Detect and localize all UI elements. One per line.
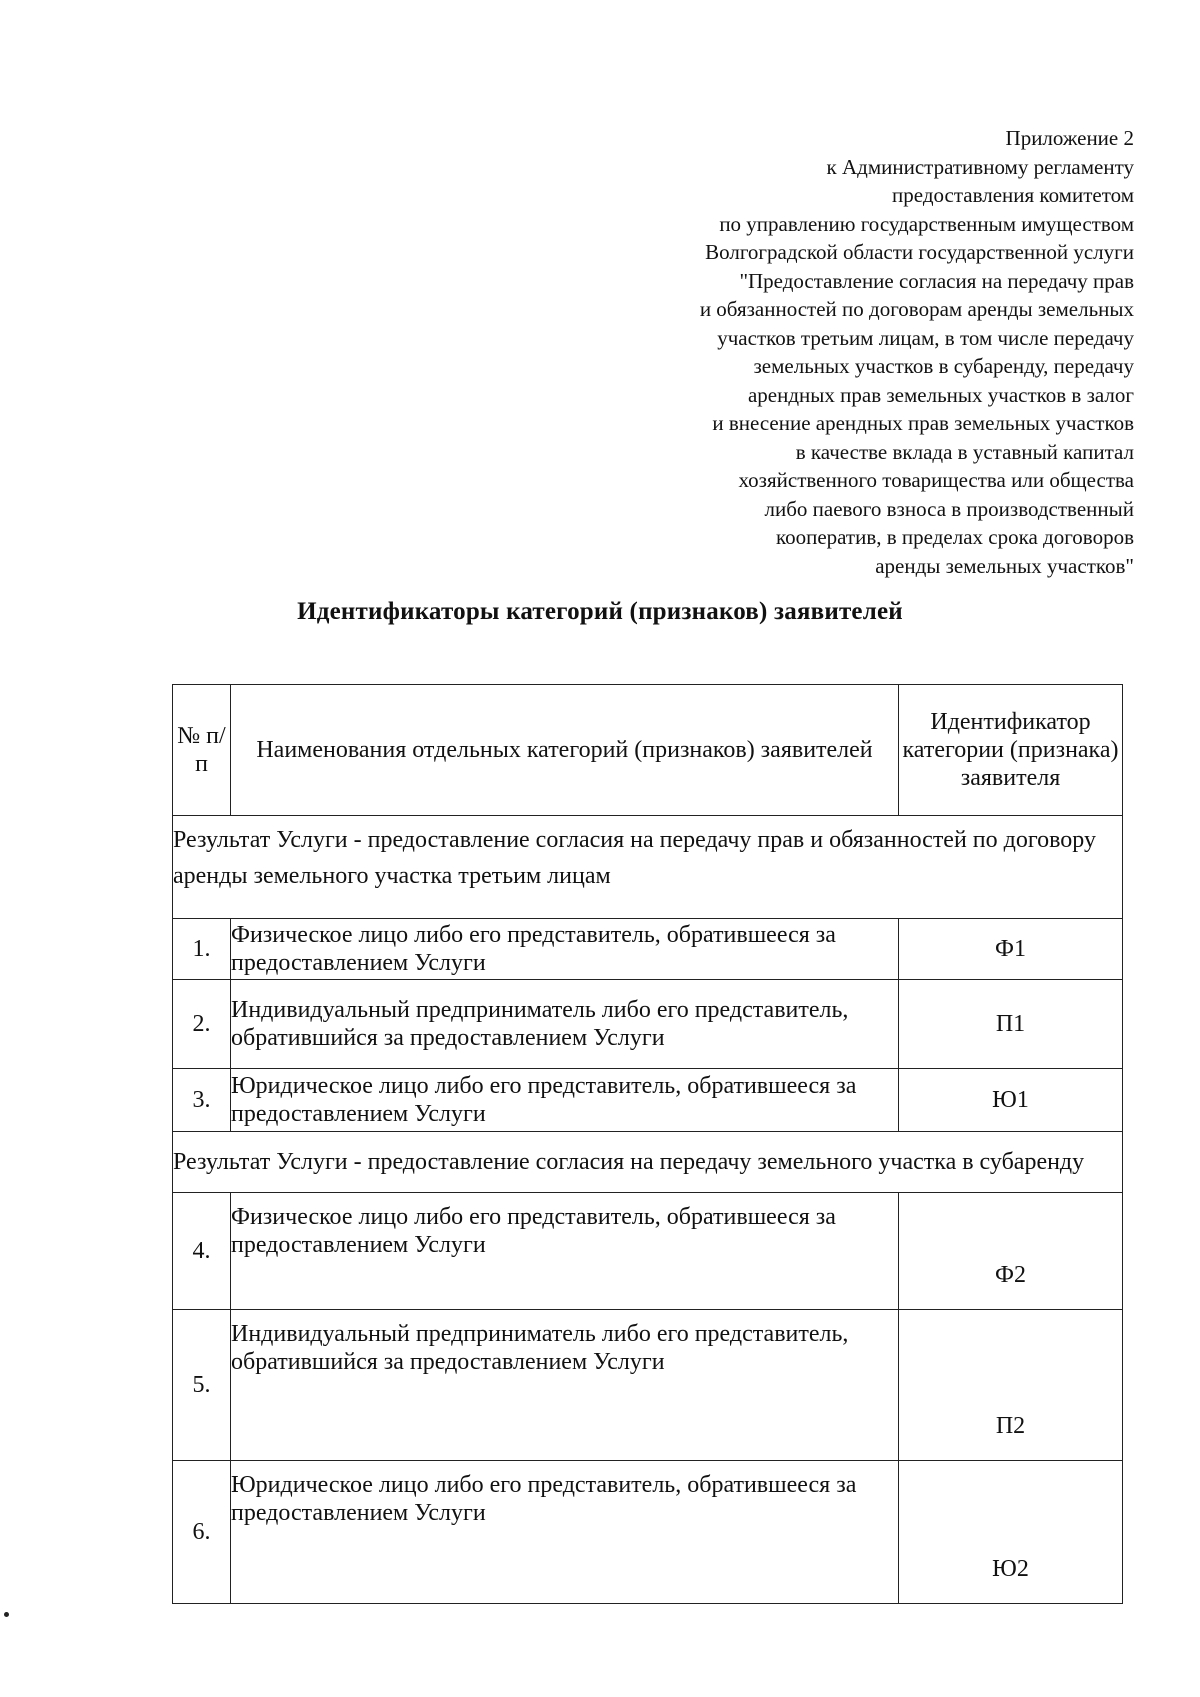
- appendix-line: кооператив, в пределах срока договоров: [775, 525, 1134, 549]
- appendix-line: участков третьим лицам, в том числе передачу: [717, 325, 1134, 350]
- row-category-name: Физическое лицо либо его представитель, обратившееся за предоставлением Услуги: [231, 919, 899, 980]
- row-identifier: Ф2: [899, 1193, 1123, 1310]
- appendix-line: либо паевого взноса в производственный: [764, 496, 1134, 521]
- appendix-line: земельных участков в субаренду, передачу: [753, 354, 1134, 378]
- appendix-line: Волгоградской области государственной услуги: [705, 240, 1134, 264]
- row-identifier: Ю1: [899, 1069, 1123, 1132]
- table-header-row: [173, 685, 1123, 816]
- table-row: [173, 1461, 1123, 1604]
- header-num: № п/п: [173, 685, 231, 816]
- row-identifier: П2: [899, 1310, 1123, 1461]
- appendix-line: хозяйственного товарищества или общества: [738, 468, 1134, 492]
- row-identifier: Ю2: [899, 1461, 1123, 1604]
- row-identifier: Ф1: [899, 919, 1123, 980]
- scan-speck: [4, 1612, 9, 1617]
- appendix-line: аренды земельных участков": [875, 553, 1134, 578]
- row-number: 5.: [173, 1310, 231, 1461]
- row-category-name: Физическое лицо либо его представитель, обратившееся за предоставлением Услуги: [231, 1193, 899, 1310]
- table-row: [173, 919, 1123, 980]
- appendix-line: Приложение 2: [1005, 126, 1134, 150]
- row-category-name: Индивидуальный предприниматель либо его представитель, обратившийся за предоставлением Услуги: [231, 1310, 899, 1461]
- section-heading-row: [173, 816, 1123, 919]
- row-number: 4.: [173, 1193, 231, 1310]
- appendix-reference: [574, 124, 1134, 580]
- appendix-line: предоставления комитетом: [892, 183, 1134, 207]
- appendix-line: по управлению государственным имуществом: [719, 211, 1134, 236]
- header-name: Наименования отдельных категорий (признаков) заявителей: [231, 685, 899, 816]
- row-number: 2.: [173, 980, 231, 1069]
- section-heading: Результат Услуги - предоставление согласия на передачу земельного участка в субаренду: [173, 1132, 1123, 1193]
- row-category-name: Индивидуальный предприниматель либо его представитель, обратившийся за предоставлением Услуги: [231, 980, 899, 1069]
- row-number: 6.: [173, 1461, 231, 1604]
- row-number: 1.: [173, 919, 231, 980]
- appendix-line: арендных прав земельных участков в залог: [747, 382, 1134, 407]
- appendix-line: и обязанностей по договорам аренды земельных: [699, 297, 1134, 321]
- table-row: [173, 980, 1123, 1069]
- row-identifier: П1: [899, 980, 1123, 1069]
- appendix-line: и внесение арендных прав земельных участков: [712, 411, 1134, 435]
- categories-table: [172, 684, 1123, 1604]
- row-number: 3.: [173, 1069, 231, 1132]
- appendix-line: к Административному регламенту: [826, 154, 1134, 179]
- table-row: [173, 1193, 1123, 1310]
- table-row: [173, 1069, 1123, 1132]
- section-heading-row: [173, 1132, 1123, 1193]
- row-category-name: Юридическое лицо либо его представитель, обратившееся за предоставлением Услуги: [231, 1069, 899, 1132]
- appendix-line: "Предоставление согласия на передачу прав: [739, 268, 1134, 293]
- header-identifier: Идентификатор категории (признака) заявителя: [899, 685, 1123, 816]
- table-row: [173, 1310, 1123, 1461]
- section-heading: Результат Услуги - предоставление согласия на передачу прав и обязанностей по договору аренды земельного участка третьим лицам: [173, 816, 1123, 919]
- appendix-line: в качестве вклада в уставный капитал: [795, 439, 1134, 464]
- document-title: Идентификаторы категорий (признаков) заявителей: [297, 598, 903, 625]
- row-category-name: Юридическое лицо либо его представитель, обратившееся за предоставлением Услуги: [231, 1461, 899, 1604]
